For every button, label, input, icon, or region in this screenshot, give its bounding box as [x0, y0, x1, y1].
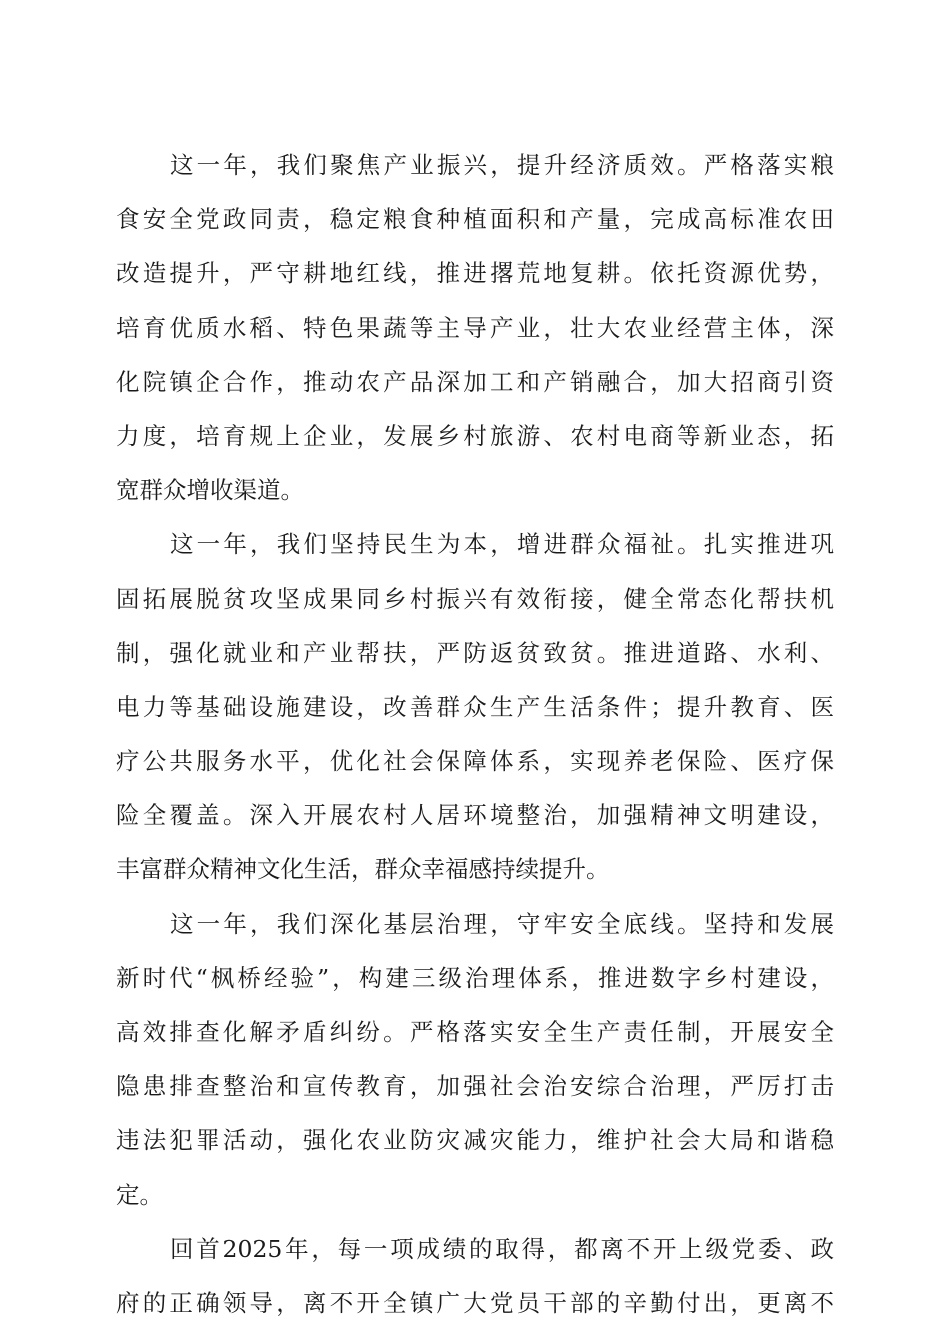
text-line: 这一年，我们坚持民生为本，增进群众福祉。扎实推进巩 [170, 530, 834, 559]
paragraph-livelihood [116, 517, 834, 896]
text-line: 食安全党政同责，稳定粮食种植面积和产量，完成高标准农田 [116, 205, 834, 234]
paragraph-governance [116, 897, 834, 1222]
text-line: 宽群众增收渠道。 [116, 476, 304, 505]
text-line: 电力等基础设施建设，改善群众生产生活条件；提升教育、医 [116, 692, 834, 721]
text-line: 化院镇企合作，推动农产品深加工和产销融合，加大招商引资 [116, 367, 834, 396]
paragraph-industry [116, 138, 834, 517]
text-line: 制，强化就业和产业帮扶，严防返贫致贫。推进道路、水利、 [116, 638, 834, 667]
text-line: 固拓展脱贫攻坚成果同乡村振兴有效衔接，健全常态化帮扶机 [116, 584, 834, 613]
text-line: 改造提升，严守耕地红线，推进撂荒地复耕。依托资源优势， [116, 259, 834, 288]
text-line: 险全覆盖。深入开展农村人居环境整治，加强精神文明建设， [116, 801, 834, 830]
document-body [116, 138, 834, 1330]
text-line: 这一年，我们深化基层治理，守牢安全底线。坚持和发展 [170, 909, 834, 938]
text-line: 新时代“枫桥经验”，构建三级治理体系，推进数字乡村建设， [116, 963, 834, 992]
paragraph-review [116, 1222, 834, 1330]
text-line: 培育优质水稻、特色果蔬等主导产业，壮大农业经营主体，深 [116, 313, 834, 342]
text-line: 回首2025年，每一项成绩的取得，都离不开上级党委、政 [170, 1234, 834, 1263]
text-line: 高效排查化解矛盾纠纷。严格落实安全生产责任制，开展安全 [116, 1018, 834, 1046]
text-line: 违法犯罪活动，强化农业防灾减灾能力，维护社会大局和谐稳 [116, 1126, 834, 1155]
text-line: 丰富群众精神文化生活，群众幸福感持续提升。 [116, 855, 610, 884]
text-line: 府的正确领导，离不开全镇广大党员干部的辛勤付出，更离不 [116, 1288, 834, 1317]
text-line: 疗公共服务水平，优化社会保障体系，实现养老保险、医疗保 [116, 747, 834, 776]
text-line: 这一年，我们聚焦产业振兴，提升经济质效。严格落实粮 [170, 151, 834, 179]
text-line: 力度，培育规上企业，发展乡村旅游、农村电商等新业态，拓 [116, 421, 834, 450]
text-line: 定。 [116, 1180, 163, 1209]
text-line: 隐患排查整治和宣传教育，加强社会治安综合治理，严厉打击 [116, 1072, 834, 1101]
